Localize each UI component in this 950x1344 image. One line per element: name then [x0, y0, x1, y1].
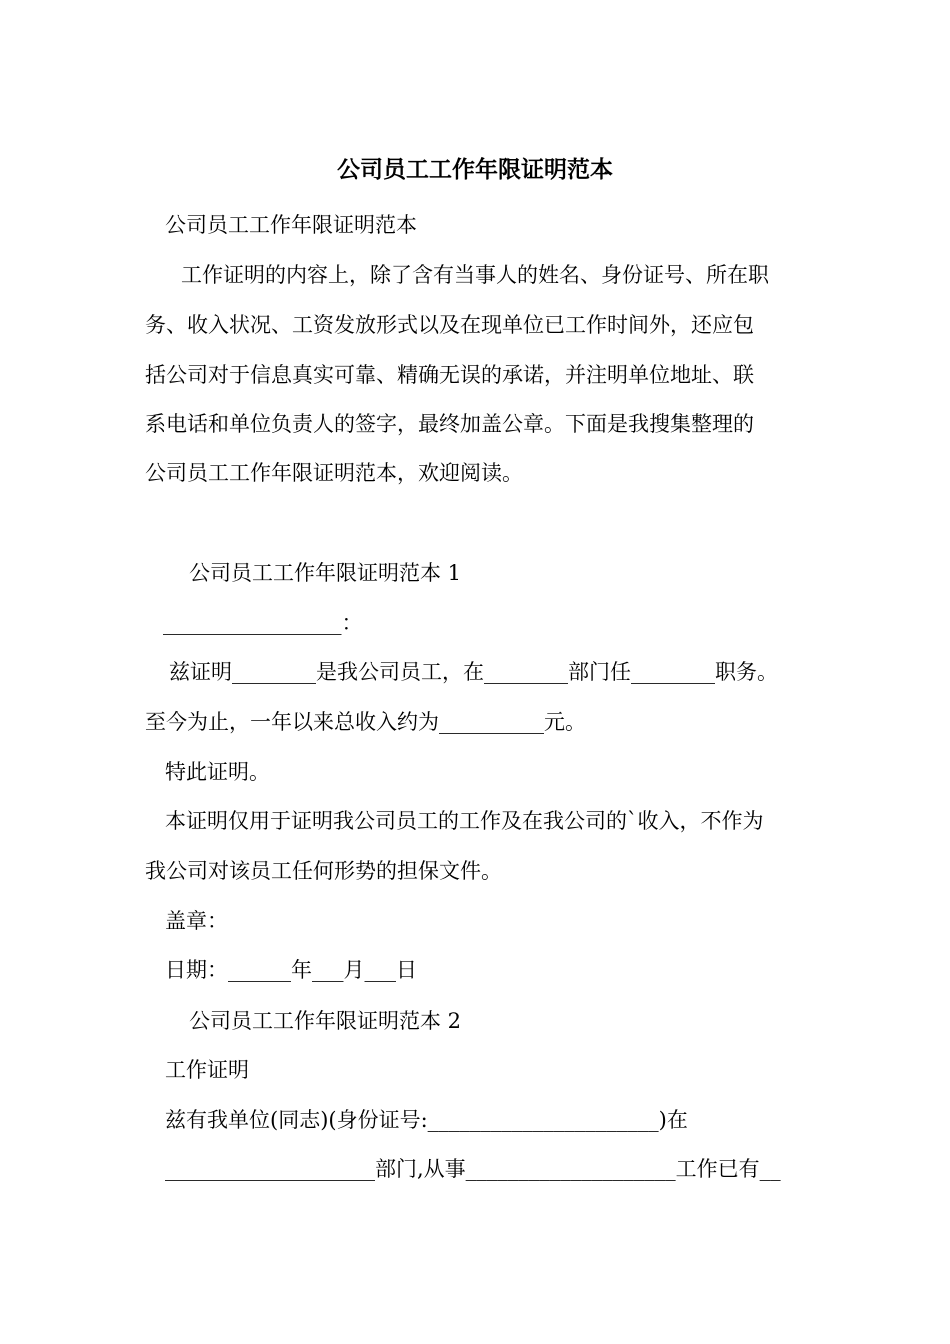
sample1-note-line-2: 我公司对该员工任何形势的担保文件。 — [145, 859, 502, 883]
sample1-special: 特此证明。 — [165, 760, 270, 784]
intro-line-3: 括公司对于信息真实可靠、精确无误的承诺，并注明单位地址、联 — [145, 363, 754, 387]
intro-line-2: 务、收入状况、工资发放形式以及在现单位已工作时间外，还应包 — [145, 313, 754, 337]
sample1-seal: 盖章： — [165, 909, 228, 933]
intro-line-4: 系电话和单位负责人的签字，最终加盖公章。下面是我搜集整理的 — [145, 412, 754, 436]
sample1-body-line-2: 至今为止，一年以来总收入约为__________元。 — [145, 710, 586, 734]
sample1-heading: 公司员工工作年限证明范本 1 — [189, 561, 462, 585]
sample1-date: 日期：______年___月___日 — [165, 958, 417, 982]
sample1-note-line-1: 本证明仅用于证明我公司员工的工作及在我公司的`收入，不作为 — [165, 809, 764, 833]
sample1-addressee: _________________： — [163, 611, 363, 635]
sample2-line-2: ____________________部门,从事____________________工作已有__ — [165, 1157, 781, 1181]
document-subtitle: 公司员工工作年限证明范本 — [165, 213, 417, 237]
sample2-heading: 公司员工工作年限证明范本 2 — [189, 1009, 462, 1033]
intro-line-1: 工作证明的内容上，除了含有当事人的姓名、身份证号、所在职 — [181, 263, 769, 287]
document-title: 公司员工工作年限证明范本 — [337, 157, 613, 183]
sample2-label: 工作证明 — [165, 1058, 249, 1082]
sample2-line-1: 兹有我单位(同志)(身份证号:______________________)在 — [165, 1108, 688, 1132]
intro-line-5: 公司员工工作年限证明范本，欢迎阅读。 — [145, 461, 523, 485]
sample1-body-line-1: 兹证明________是我公司员工，在________部门任________职务。 — [169, 660, 778, 684]
